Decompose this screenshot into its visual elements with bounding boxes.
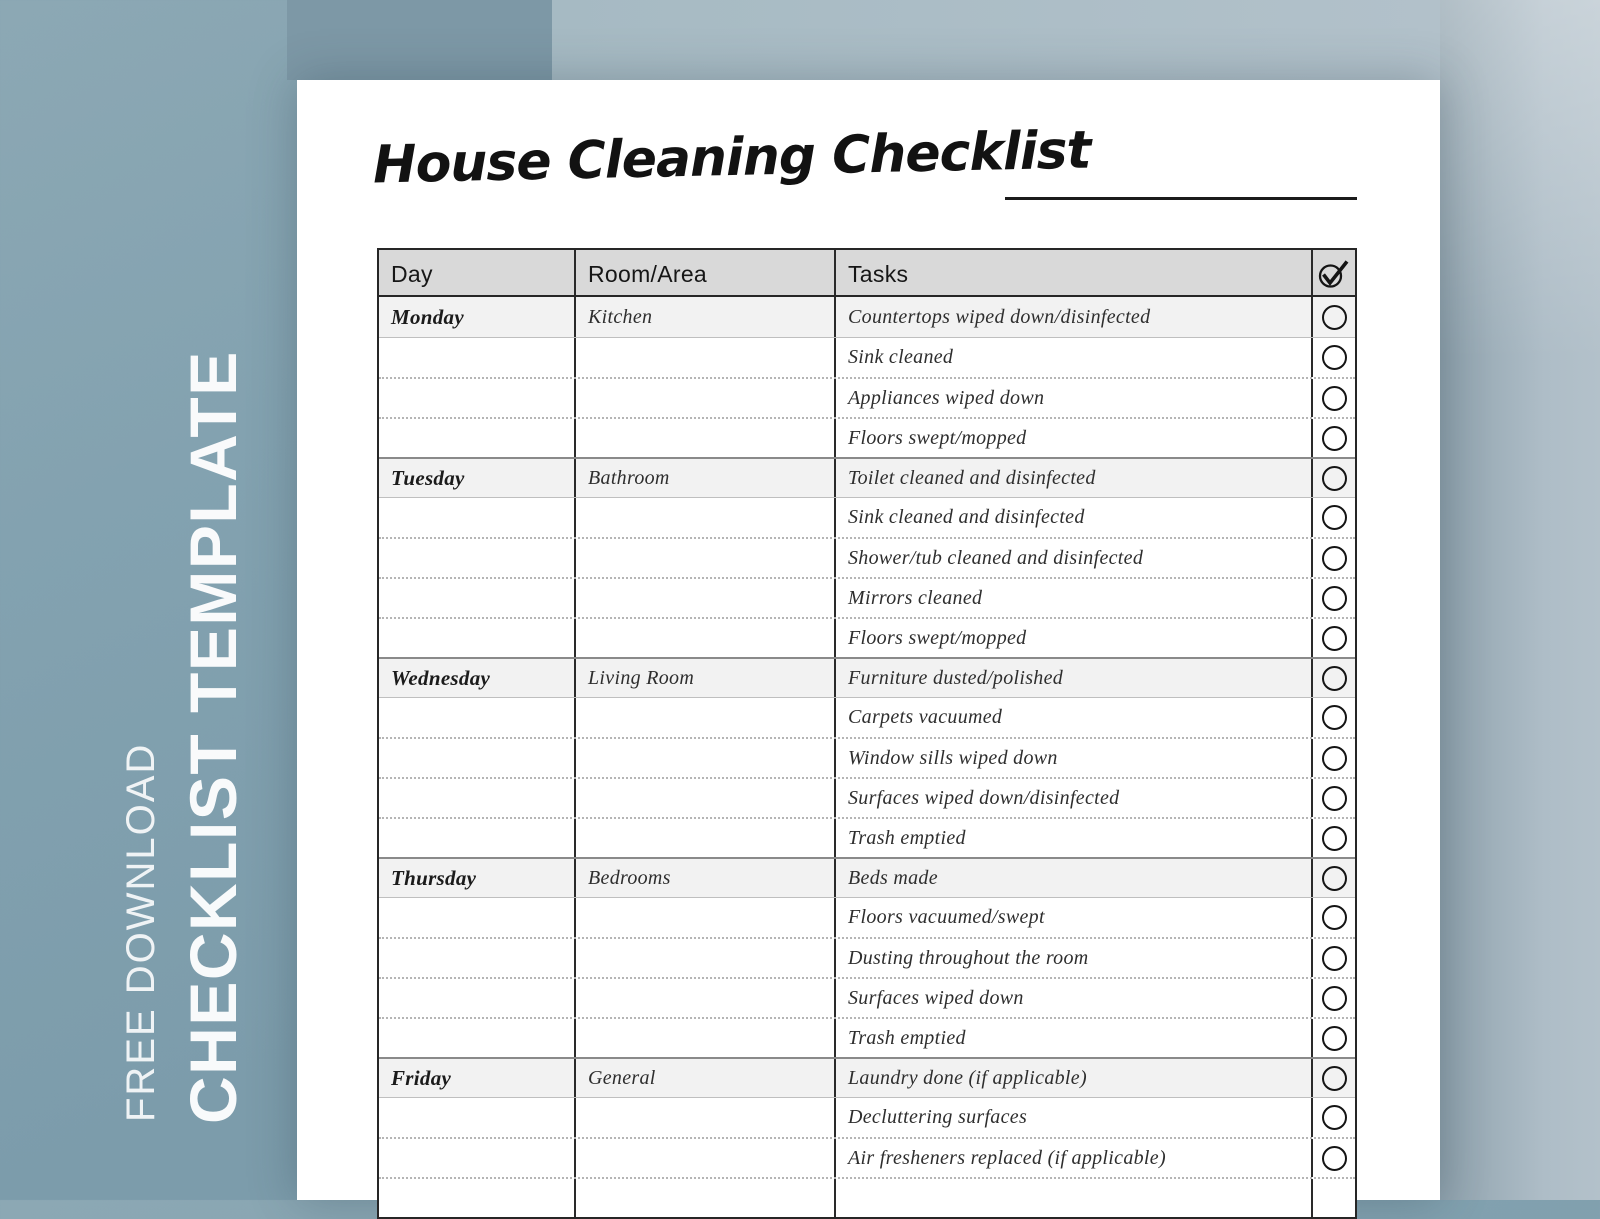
title-underline (1005, 197, 1357, 200)
room-area-cell (576, 498, 836, 537)
day-cell (379, 619, 576, 657)
checkbox-cell (1313, 779, 1355, 817)
page-title: House Cleaning Checklist (372, 120, 1091, 196)
checkbox-cell (1313, 619, 1355, 657)
checklist-row (379, 777, 1355, 817)
day-cell: Thursday (379, 859, 576, 897)
checkbox-cell (1313, 1019, 1355, 1057)
day-cell (379, 898, 576, 937)
checkbox-circle[interactable] (1322, 666, 1347, 691)
checklist-row (379, 497, 1355, 537)
checkbox-circle[interactable] (1322, 705, 1347, 730)
room-area-cell (576, 1098, 836, 1137)
day-cell (379, 779, 576, 817)
background-right-band (1440, 0, 1600, 1200)
background-dark-block (287, 0, 552, 80)
day-cell (379, 1019, 576, 1057)
checkbox-circle[interactable] (1322, 1026, 1347, 1051)
task-cell: Floors swept/mopped (836, 419, 1313, 457)
room-area-cell (576, 1139, 836, 1177)
task-cell: Trash emptied (836, 1019, 1313, 1057)
checklist-row (379, 417, 1355, 457)
day-cell (379, 498, 576, 537)
day-cell (379, 1179, 576, 1217)
checkbox-cell (1313, 379, 1355, 417)
task-cell: Decluttering surfaces (836, 1098, 1313, 1137)
task-cell: Shower/tub cleaned and disinfected (836, 539, 1313, 577)
checkbox-cell (1313, 1098, 1355, 1137)
checkbox-cell (1313, 1139, 1355, 1177)
checkbox-cell (1313, 1179, 1355, 1217)
checkbox-cell (1313, 579, 1355, 617)
task-cell: Carpets vacuumed (836, 698, 1313, 737)
checkbox-cell (1313, 979, 1355, 1017)
room-area-cell (576, 619, 836, 657)
room-area-cell: Kitchen (576, 297, 836, 337)
task-cell: Dusting throughout the room (836, 939, 1313, 977)
checklist-row (379, 1097, 1355, 1137)
day-cell (379, 819, 576, 857)
background-top-band (552, 0, 1440, 80)
room-area-cell (576, 1019, 836, 1057)
task-cell: Sink cleaned and disinfected (836, 498, 1313, 537)
checklist-row (379, 457, 1355, 497)
checkbox-circle[interactable] (1322, 466, 1347, 491)
checkbox-cell (1313, 338, 1355, 377)
day-cell: Friday (379, 1059, 576, 1097)
checkbox-circle[interactable] (1322, 505, 1347, 530)
room-area-cell (576, 579, 836, 617)
room-area-cell (576, 1179, 836, 1217)
checkbox-cell (1313, 898, 1355, 937)
header-room-area: Room/Area (576, 250, 836, 295)
checkbox-cell (1313, 1059, 1355, 1097)
room-area-cell: Bathroom (576, 459, 836, 497)
day-cell (379, 739, 576, 777)
checklist-row (379, 737, 1355, 777)
checklist-row (379, 937, 1355, 977)
day-cell (379, 539, 576, 577)
checkbox-circle[interactable] (1322, 866, 1347, 891)
table-header-row (379, 250, 1355, 297)
checkbox-cell (1313, 939, 1355, 977)
table-body (379, 297, 1355, 1217)
checklist-row (379, 1017, 1355, 1057)
task-cell: Floors vacuumed/swept (836, 898, 1313, 937)
room-area-cell (576, 539, 836, 577)
task-cell: Appliances wiped down (836, 379, 1313, 417)
checkbox-circle[interactable] (1322, 626, 1347, 651)
checkbox-circle[interactable] (1322, 586, 1347, 611)
task-cell: Toilet cleaned and disinfected (836, 459, 1313, 497)
task-cell (836, 1179, 1313, 1217)
day-cell (379, 338, 576, 377)
day-cell: Wednesday (379, 659, 576, 697)
header-check-cell (1313, 250, 1355, 295)
checklist-row (379, 377, 1355, 417)
checkbox-cell (1313, 859, 1355, 897)
checkbox-circle[interactable] (1322, 305, 1347, 330)
day-cell (379, 979, 576, 1017)
task-cell: Laundry done (if applicable) (836, 1059, 1313, 1097)
checkbox-circle[interactable] (1322, 426, 1347, 451)
checklist-table (377, 248, 1357, 1219)
checklist-template-label: CHECKLIST TEMPLATE (176, 350, 250, 1124)
room-area-cell (576, 939, 836, 977)
checkbox-circle[interactable] (1322, 905, 1347, 930)
room-area-cell (576, 898, 836, 937)
checklist-row (379, 977, 1355, 1017)
checklist-row (379, 617, 1355, 657)
task-cell: Countertops wiped down/disinfected (836, 297, 1313, 337)
checkbox-circle[interactable] (1322, 1066, 1347, 1091)
day-cell (379, 1139, 576, 1177)
room-area-cell (576, 819, 836, 857)
checklist-row (379, 297, 1355, 337)
checkbox-cell (1313, 419, 1355, 457)
day-cell (379, 579, 576, 617)
task-cell: Floors swept/mopped (836, 619, 1313, 657)
checklist-row (379, 657, 1355, 697)
room-area-cell (576, 338, 836, 377)
checkbox-circle[interactable] (1322, 946, 1347, 971)
checklist-row (379, 537, 1355, 577)
checkbox-cell (1313, 297, 1355, 337)
day-cell (379, 939, 576, 977)
checkbox-circle[interactable] (1322, 1146, 1347, 1171)
checkbox-cell (1313, 739, 1355, 777)
day-cell (379, 1098, 576, 1137)
checkbox-circle[interactable] (1322, 986, 1347, 1011)
checklist-row (379, 897, 1355, 937)
checkbox-circle[interactable] (1322, 1105, 1347, 1130)
task-cell: Air fresheners replaced (if applicable) (836, 1139, 1313, 1177)
checklist-row (379, 337, 1355, 377)
checklist-row (379, 1057, 1355, 1097)
task-cell: Sink cleaned (836, 338, 1313, 377)
room-area-cell (576, 419, 836, 457)
checklist-row (379, 1137, 1355, 1177)
checklist-row (379, 697, 1355, 737)
checkbox-circle[interactable] (1322, 386, 1347, 411)
room-area-cell (576, 979, 836, 1017)
room-area-cell (576, 379, 836, 417)
check-circle-icon (1317, 257, 1351, 289)
day-cell (379, 419, 576, 457)
document-page (297, 80, 1440, 1200)
task-cell: Mirrors cleaned (836, 579, 1313, 617)
checkbox-cell (1313, 659, 1355, 697)
header-day: Day (379, 250, 576, 295)
checkbox-circle[interactable] (1322, 546, 1347, 571)
room-area-cell (576, 739, 836, 777)
task-cell: Window sills wiped down (836, 739, 1313, 777)
day-cell: Monday (379, 297, 576, 337)
checklist-row (379, 577, 1355, 617)
free-download-label: FREE DOWNLOAD (119, 742, 163, 1122)
task-cell: Surfaces wiped down (836, 979, 1313, 1017)
room-area-cell: General (576, 1059, 836, 1097)
checkbox-cell (1313, 698, 1355, 737)
day-cell (379, 698, 576, 737)
room-area-cell (576, 698, 836, 737)
day-cell (379, 379, 576, 417)
task-cell: Surfaces wiped down/disinfected (836, 779, 1313, 817)
checklist-row (379, 857, 1355, 897)
checkbox-circle[interactable] (1322, 786, 1347, 811)
checklist-row (379, 817, 1355, 857)
checkbox-cell (1313, 819, 1355, 857)
task-cell: Trash emptied (836, 819, 1313, 857)
checklist-row (379, 1177, 1355, 1217)
task-cell: Furniture dusted/polished (836, 659, 1313, 697)
checkbox-cell (1313, 498, 1355, 537)
checkbox-circle[interactable] (1322, 746, 1347, 771)
checkbox-cell (1313, 539, 1355, 577)
room-area-cell: Living Room (576, 659, 836, 697)
day-cell: Tuesday (379, 459, 576, 497)
header-tasks: Tasks (836, 250, 1313, 295)
room-area-cell (576, 779, 836, 817)
checkbox-circle[interactable] (1322, 345, 1347, 370)
task-cell: Beds made (836, 859, 1313, 897)
checkbox-cell (1313, 459, 1355, 497)
checkbox-circle[interactable] (1322, 826, 1347, 851)
room-area-cell: Bedrooms (576, 859, 836, 897)
